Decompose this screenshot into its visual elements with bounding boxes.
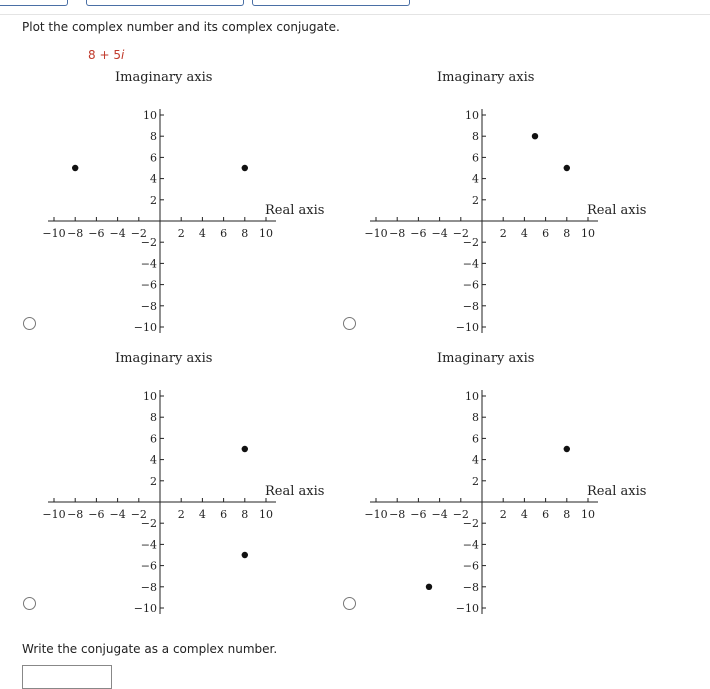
x-axis-label: Real axis [587, 484, 647, 499]
y-tick-label: 4 [150, 453, 157, 467]
x-tick-label: −2 [130, 508, 147, 521]
complex-number [88, 48, 124, 62]
y-tick-label: 10 [143, 109, 157, 122]
y-tick-label: 4 [472, 453, 479, 467]
plotted-point [72, 165, 78, 171]
y-tick-label: 10 [465, 390, 479, 403]
x-axis-label: Real axis [265, 484, 325, 499]
plotted-point [242, 446, 248, 452]
complex-number-text: 8 + 5 [88, 48, 121, 62]
x-tick-label: −10 [42, 227, 66, 240]
y-tick-label: −4 [140, 538, 157, 552]
x-tick-label: −4 [431, 508, 448, 521]
top-nav-button-3[interactable] [252, 0, 410, 6]
y-axis-label: Imaginary axis [115, 70, 213, 85]
graph-option-c [30, 349, 350, 619]
y-tick-label: −6 [462, 278, 479, 292]
x-tick-label: −8 [389, 508, 406, 521]
y-tick-label: 2 [150, 474, 157, 488]
conjugate-answer-input[interactable] [22, 665, 112, 689]
x-tick-label: 2 [177, 508, 185, 521]
x-tick-label: 10 [581, 508, 595, 521]
x-tick-label: −4 [431, 227, 448, 240]
x-axis-label: Real axis [265, 203, 325, 218]
y-tick-label: 8 [150, 411, 157, 425]
plotted-point [242, 552, 248, 558]
x-tick-label: 10 [581, 227, 595, 240]
x-tick-label: −8 [389, 227, 406, 240]
y-tick-label: −2 [140, 236, 157, 250]
top-nav-button-2[interactable] [86, 0, 244, 6]
x-tick-label: −2 [452, 508, 469, 521]
y-tick-label: −6 [140, 559, 157, 573]
x-tick-label: −10 [42, 508, 66, 521]
y-tick-label: −4 [462, 257, 479, 271]
y-tick-label: 4 [150, 172, 157, 186]
y-tick-label: −8 [462, 299, 479, 313]
y-tick-label: −8 [462, 580, 479, 594]
graph-option-a [30, 68, 350, 338]
x-tick-label: −6 [410, 508, 427, 521]
y-tick-label: −8 [140, 580, 157, 594]
x-tick-label: 6 [542, 508, 550, 521]
x-tick-label: −6 [410, 227, 427, 240]
x-tick-label: −8 [67, 508, 84, 521]
x-tick-label: −8 [67, 227, 84, 240]
x-tick-label: 10 [259, 508, 273, 521]
y-tick-label: 10 [143, 390, 157, 403]
plotted-point [564, 165, 570, 171]
y-tick-label: 6 [472, 432, 479, 446]
y-tick-label: 8 [150, 130, 157, 144]
y-axis-label: Imaginary axis [115, 351, 213, 366]
x-tick-label: 4 [198, 227, 206, 240]
x-tick-label: 8 [241, 227, 249, 240]
y-tick-label: −2 [462, 517, 479, 531]
x-tick-label: 2 [177, 227, 185, 240]
x-tick-label: −2 [452, 227, 469, 240]
x-tick-label: 10 [259, 227, 273, 240]
graph-option-d [352, 349, 672, 619]
x-tick-label: 4 [520, 508, 528, 521]
y-tick-label: −10 [455, 321, 479, 334]
y-tick-label: −4 [140, 257, 157, 271]
x-tick-label: 4 [520, 227, 528, 240]
y-tick-label: 6 [472, 151, 479, 165]
x-tick-label: 6 [220, 508, 228, 521]
radio-option-a[interactable] [23, 317, 36, 330]
x-tick-label: 6 [542, 227, 550, 240]
divider [0, 14, 710, 15]
y-tick-label: 2 [150, 193, 157, 207]
x-axis-label: Real axis [587, 203, 647, 218]
x-tick-label: −2 [130, 227, 147, 240]
y-tick-label: 6 [150, 151, 157, 165]
x-tick-label: 4 [198, 508, 206, 521]
x-tick-label: 8 [563, 508, 571, 521]
graph-option-b [352, 68, 672, 338]
imaginary-unit: i [120, 48, 125, 62]
x-tick-label: −4 [109, 508, 126, 521]
top-nav-button-1[interactable] [0, 0, 68, 6]
y-tick-label: −6 [462, 559, 479, 573]
x-tick-label: −10 [364, 227, 388, 240]
y-tick-label: 10 [465, 109, 479, 122]
y-tick-label: −10 [133, 602, 157, 615]
question-prompt: Plot the complex number and its complex conjugate. [22, 20, 340, 34]
y-tick-label: 6 [150, 432, 157, 446]
plotted-point [532, 133, 538, 139]
plotted-point [564, 446, 570, 452]
x-tick-label: 8 [563, 227, 571, 240]
x-tick-label: 2 [499, 227, 507, 240]
radio-option-c[interactable] [23, 597, 36, 610]
radio-option-b[interactable] [343, 317, 356, 330]
y-tick-label: 8 [472, 411, 479, 425]
conjugate-prompt: Write the conjugate as a complex number. [22, 642, 278, 656]
x-tick-label: 2 [499, 508, 507, 521]
x-tick-label: −6 [88, 508, 105, 521]
x-tick-label: 6 [220, 227, 228, 240]
y-tick-label: −10 [133, 321, 157, 334]
y-tick-label: 8 [472, 130, 479, 144]
x-tick-label: −4 [109, 227, 126, 240]
y-tick-label: −10 [455, 602, 479, 615]
y-tick-label: −4 [462, 538, 479, 552]
x-tick-label: −6 [88, 227, 105, 240]
plotted-point [426, 584, 432, 590]
y-tick-label: −8 [140, 299, 157, 313]
y-tick-label: 2 [472, 474, 479, 488]
y-tick-label: −2 [140, 517, 157, 531]
radio-option-d[interactable] [343, 597, 356, 610]
y-axis-label: Imaginary axis [437, 70, 535, 85]
x-tick-label: −10 [364, 508, 388, 521]
plotted-point [242, 165, 248, 171]
y-tick-label: −6 [140, 278, 157, 292]
y-tick-label: 2 [472, 193, 479, 207]
y-axis-label: Imaginary axis [437, 351, 535, 366]
y-tick-label: −2 [462, 236, 479, 250]
x-tick-label: 8 [241, 508, 249, 521]
y-tick-label: 4 [472, 172, 479, 186]
